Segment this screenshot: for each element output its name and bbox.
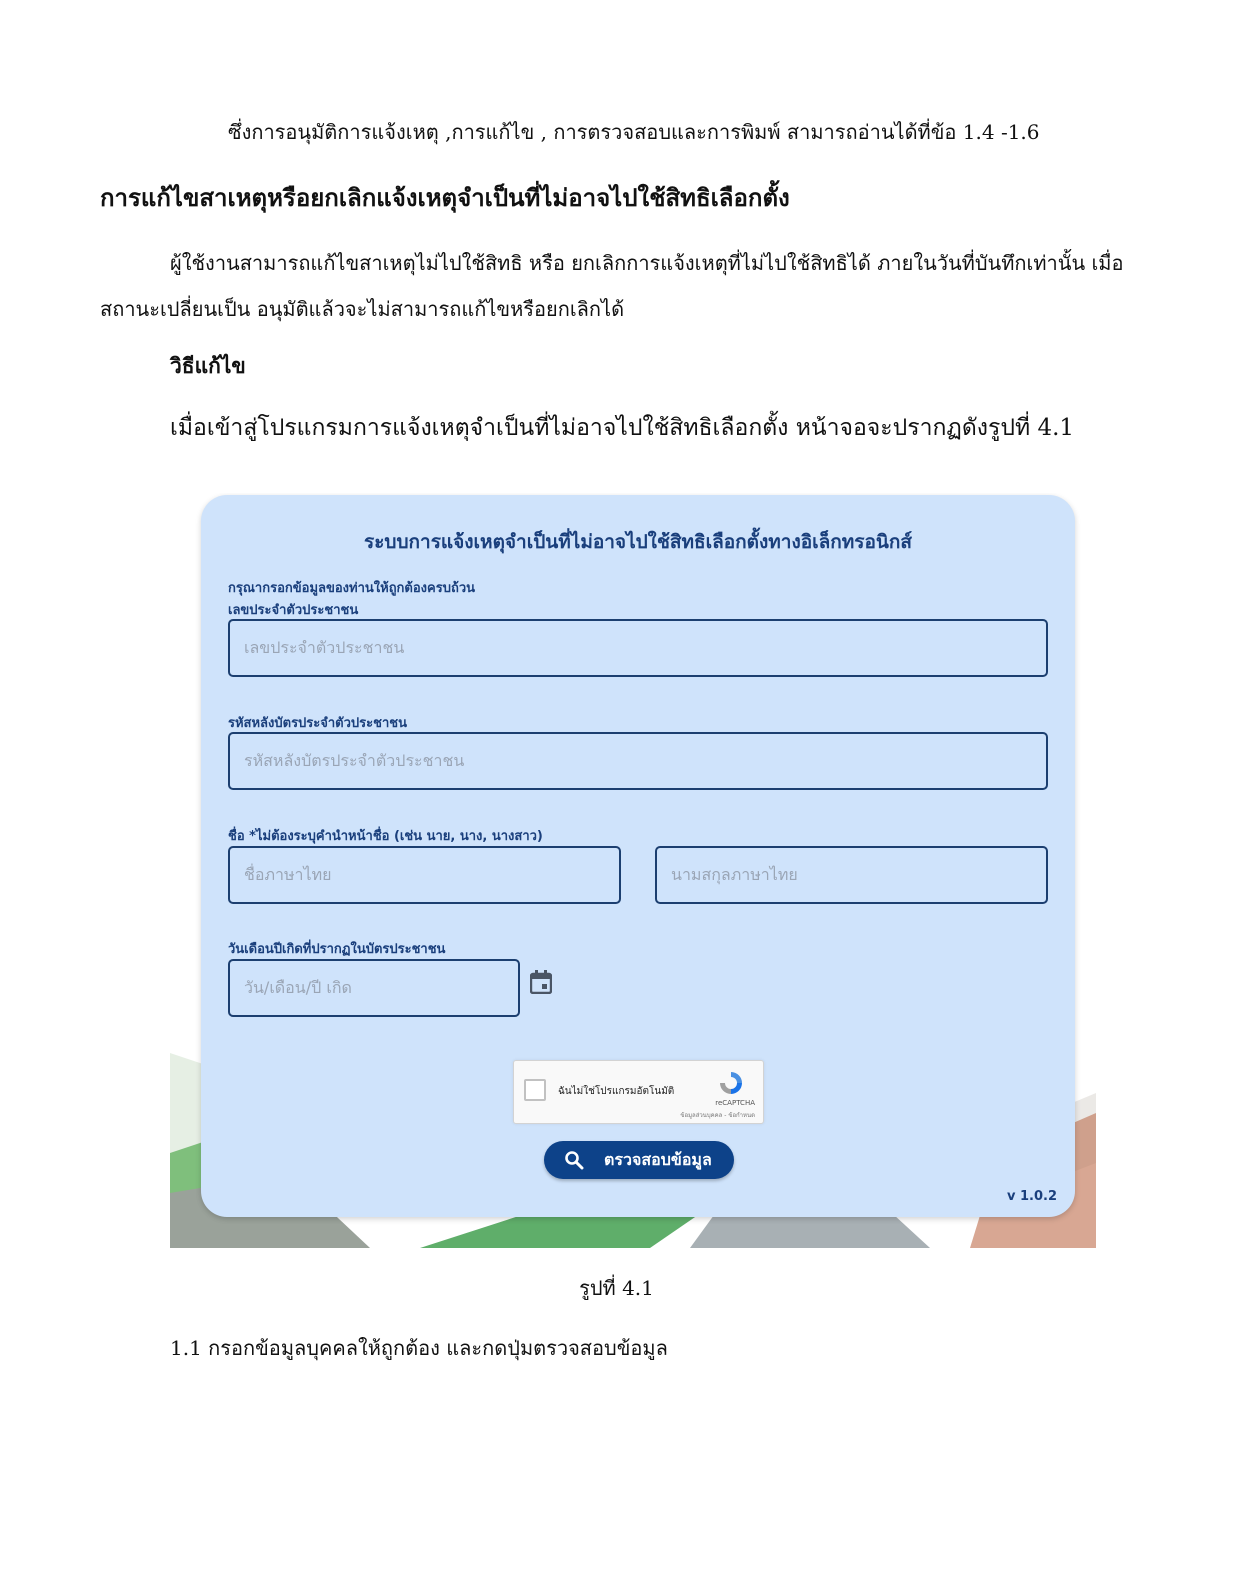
recaptcha-text: ฉันไม่ใช่โปรแกรมอัตโนมัติ (558, 1086, 675, 1097)
section-heading: การแก้ไขสาเหตุหรือยกเลิกแจ้งเหตุจำเป็นที่ไม่อาจไปใช้สิทธิเลือกตั้ง (100, 184, 790, 212)
form-instruction: กรุณากรอกข้อมูลของท่านให้ถูกต้องครบถ้วน (228, 581, 476, 596)
id-label: เลขประจำตัวประชาชน (228, 603, 359, 618)
recaptcha-checkbox[interactable] (524, 1079, 546, 1101)
laser-code-input[interactable]: รหัสหลังบัตรประจำตัวประชาชน (228, 732, 1048, 790)
login-card (201, 495, 1075, 1217)
method-heading: วิธีแก้ไข (170, 354, 246, 378)
first-name-input[interactable]: ชื่อภาษาไทย (228, 846, 621, 904)
form-title: ระบบการแจ้งเหตุจำเป็นที่ไม่อาจไปใช้สิทธิเลือกตั้งทางอิเล็กทรอนิกส์ (363, 531, 912, 553)
laser-label: รหัสหลังบัตรประจำตัวประชาชน (228, 716, 407, 731)
recaptcha-terms[interactable]: ข้อมูลส่วนบุคคล - ข้อกำหนด (680, 1112, 755, 1119)
figure-screenshot (170, 493, 1096, 1248)
step-line: 1.1 กรอกข้อมูลบุคคลให้ถูกต้อง และกดปุ่มตรวจสอบข้อมูล (170, 1336, 668, 1360)
verify-button[interactable] (544, 1141, 734, 1179)
verify-button-label: ตรวจสอบข้อมูล (604, 1150, 712, 1169)
recaptcha-logo-icon (717, 1069, 745, 1097)
dob-input[interactable]: วัน/เดือน/ปี เกิด (228, 959, 520, 1017)
recaptcha-brand: reCAPTCHA (715, 1099, 755, 1107)
search-icon (564, 1150, 584, 1170)
dob-label: วันเดือนปีเกิดที่ปรากฏในบัตรประชาชน (228, 942, 446, 957)
version-label: v 1.0.2 (1006, 1189, 1057, 1204)
figure-caption: รูปที่ 4.1 (579, 1276, 654, 1300)
id-input[interactable]: เลขประจำตัวประชาชน (228, 619, 1048, 677)
section-paragraph: ผู้ใช้งานสามารถแก้ไขสาเหตุไม่ไปใช้สิทธิ หรือ ยกเลิกการแจ้งเหตุที่ไม่ไปใช้สิทธิได้ ภายในวันที่บันทึกเท่านั้น เมื่อสถานะเปลี่ยนเป็น อนุมัติแล้วจะไม่สามารถแก้ไขหรือยกเลิกได้ (100, 251, 1124, 321)
last-name-input[interactable]: นามสกุลภาษาไทย (655, 846, 1048, 904)
name-label: ชื่อ *ไม่ต้องระบุคำนำหน้าชื่อ (เช่น นาย, นาง, นางสาว) (228, 829, 543, 844)
recaptcha-widget (513, 1060, 764, 1124)
method-line: เมื่อเข้าสู่โปรแกรมการแจ้งเหตุจำเป็นที่ไม่อาจไปใช้สิทธิเลือกตั้ง หน้าจอจะปรากฏดังรูปที่ 4.1 (170, 415, 1075, 441)
intro-line: ซึ่งการอนุมัติการแจ้งเหตุ ,การแก้ไข , การตรวจสอบและการพิมพ์ สามารถอ่านได้ที่ข้อ 1.4 -1.6 (228, 120, 1040, 144)
calendar-icon[interactable] (530, 970, 552, 994)
